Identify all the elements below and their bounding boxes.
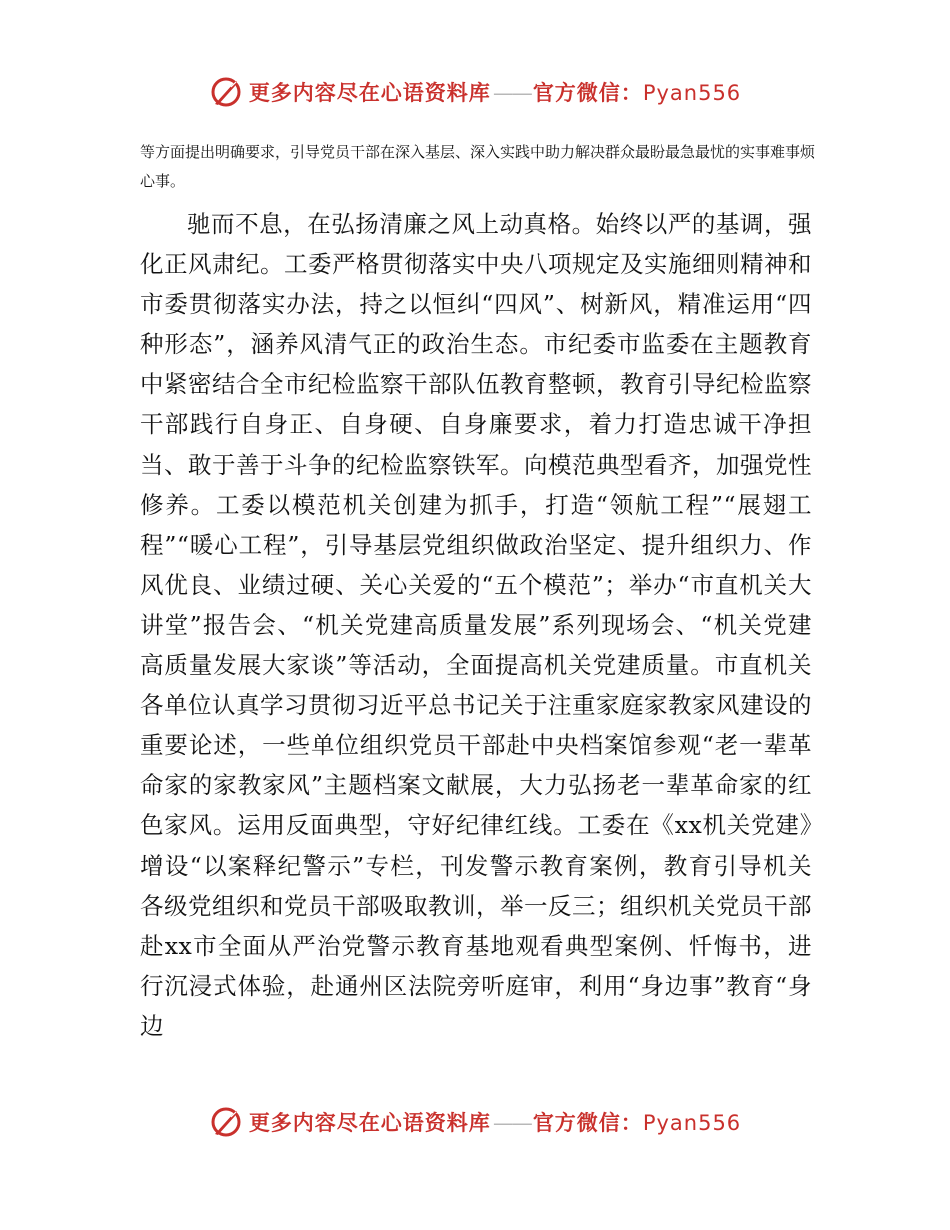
quill-circle-logo-icon (209, 75, 243, 109)
continuation-paragraph: 等方面提出明确要求，引导党员干部在深入基层、深入实践中助力解决群众最盼最急最忧的实事难事烦心事。 (140, 143, 816, 190)
banner-main-text: 更多内容尽在心语资料库 (248, 1111, 491, 1135)
banner-text (249, 1107, 741, 1137)
banner-text (249, 77, 741, 107)
banner-wechat-id: Pyan556 (642, 1111, 742, 1135)
banner-dash: —— (492, 1111, 531, 1135)
footer-banner (0, 1100, 950, 1144)
header-banner (0, 70, 950, 114)
banner-main-text: 更多内容尽在心语资料库 (248, 81, 491, 105)
quill-circle-logo-icon (209, 1105, 243, 1139)
banner-wechat-label: 官方微信： (532, 1111, 643, 1135)
main-paragraph: 驰而不息，在弘扬清廉之风上动真格。始终以严的基调，强化正风肃纪。工委严格贯彻落实中央八项规定及实施细则精神和市委贯彻落实办法，持之以恒纠“四风”、树新风，精准运用“四种形态”，涵养风清气正的政治生态。市纪委市监委在主题教育中紧密结合全市纪检监察干部队伍教育整顿，教育引导纪检监察干部践行自身正、自身硬、自身廉要求，着力打造忠诚干净担当、敢于善于斗争的纪检监察铁军。向模范典型看齐，加强党性修养。工委以模范机关创建为抓手，打造“领航工程”“展翅工程”“暖心工程”，引导基层党组织做政治坚定、提升组织力、作风优良、业绩过硬、关心关爱的“五个模范”；举办“市直机关大讲堂”报告会、“机关党建高质量发展”系列现场会、“机关党建高质量发展大家谈”等活动，全面提高机关党建质量。市直机关各单位认真学习贯彻习近平总书记关于注重家庭家教家风建设的重要论述，一些单位组织党员干部赴中央档案馆参观“老一辈革命家的家教家风”主题档案文献展，大力弘扬老一辈革命家的红色家风。运用反面典型，守好纪律红线。工委在《xx机关党建》增设“以案释纪警示”专栏，刊发警示教育案例，教育引导机关各级党组织和党员干部吸取教训，举一反三；组织机关党员干部赴xx市全面从严治党警示教育基地观看典型案例、忏悔书，进行沉浸式体验，赴通州区法院旁听庭审，利用“身边事”教育“身边 (140, 210, 812, 1040)
banner-wechat-id: Pyan556 (642, 81, 742, 105)
banner-dash: —— (492, 81, 531, 105)
banner-wechat-label: 官方微信： (532, 81, 643, 105)
